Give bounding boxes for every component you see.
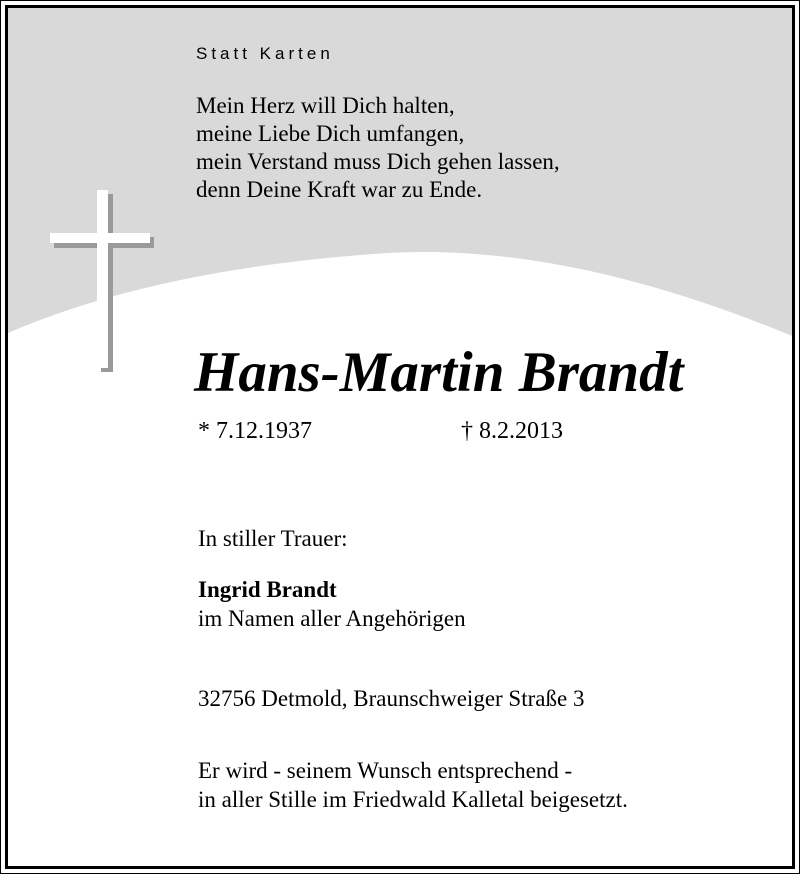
burial-note	[198, 756, 628, 814]
poem-line: mein Verstand muss Dich gehen lassen,	[196, 149, 560, 174]
poem-line: denn Deine Kraft war zu Ende.	[196, 177, 483, 202]
deceased-name: Hans-Martin Brandt	[194, 341, 684, 404]
burial-note-line: in aller Stille im Friedwald Kalletal beigesetzt.	[198, 787, 628, 812]
poem-line: Mein Herz will Dich halten,	[196, 93, 455, 118]
death-date: † 8.2.2013	[461, 418, 563, 444]
cross-icon	[48, 188, 158, 378]
address: 32756 Detmold, Braunschweiger Straße 3	[198, 686, 585, 711]
poem-line: meine Liebe Dich umfangen,	[196, 121, 465, 146]
signer-note: im Namen aller Angehörigen	[198, 606, 466, 631]
obituary-frame	[5, 5, 795, 869]
poem	[196, 92, 560, 204]
mourning-intro: In stiller Trauer:	[198, 526, 348, 551]
signer-block	[198, 575, 466, 633]
burial-note-line: Er wird - seinem Wunsch entsprechend -	[198, 758, 573, 783]
header-label: Statt Karten	[196, 44, 334, 63]
signer-name: Ingrid Brandt	[198, 577, 337, 602]
birth-date: * 7.12.1937	[198, 418, 312, 444]
